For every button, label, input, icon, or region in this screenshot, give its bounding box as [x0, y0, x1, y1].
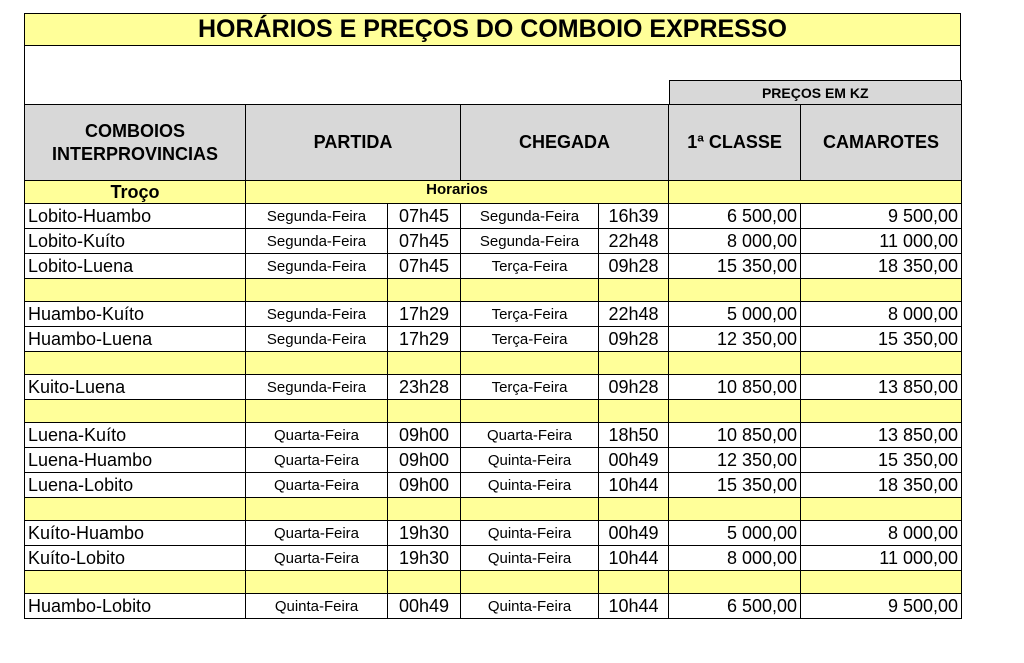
cell-p1: 6 500,00 [669, 594, 801, 619]
table-row [25, 473, 962, 498]
separator-cell [599, 352, 669, 375]
cell-dep-time: 09h00 [388, 423, 461, 448]
separator-cell [801, 352, 962, 375]
cell-dep-time: 09h00 [388, 448, 461, 473]
cell-arr-day: Segunda-Feira [461, 204, 599, 229]
table-row [25, 204, 962, 229]
cell-route: Kuíto-Lobito [25, 546, 246, 571]
schedule-table [24, 104, 962, 619]
header-comboios: COMBOIOS INTERPROVINCIAS [25, 105, 246, 181]
header-partida: PARTIDA [246, 105, 461, 181]
precos-row [24, 80, 961, 104]
separator-cell [25, 400, 246, 423]
separator-cell [388, 498, 461, 521]
cell-arr-time: 09h28 [599, 327, 669, 352]
cell-p1: 12 350,00 [669, 448, 801, 473]
separator-cell [801, 498, 962, 521]
header-camarotes: CAMAROTES [801, 105, 962, 181]
separator-cell [25, 352, 246, 375]
separator-cell [599, 400, 669, 423]
separator-cell [388, 571, 461, 594]
cell-p2: 18 350,00 [801, 473, 962, 498]
page-title: HORÁRIOS E PREÇOS DO COMBOIO EXPRESSO [24, 13, 961, 46]
separator-cell [599, 571, 669, 594]
blank-row [24, 46, 961, 80]
cell-arr-day: Quinta-Feira [461, 521, 599, 546]
separator-cell [25, 498, 246, 521]
cell-arr-time: 10h44 [599, 594, 669, 619]
table-row [25, 302, 962, 327]
separator-cell [246, 352, 388, 375]
separator-row [25, 400, 962, 423]
separator-cell [246, 279, 388, 302]
separator-cell [461, 352, 599, 375]
cell-p2: 13 850,00 [801, 375, 962, 400]
cell-p2: 11 000,00 [801, 546, 962, 571]
header-chegada: CHEGADA [461, 105, 669, 181]
cell-arr-day: Quinta-Feira [461, 546, 599, 571]
separator-cell [801, 400, 962, 423]
cell-route: Kuito-Luena [25, 375, 246, 400]
cell-arr-day: Terça-Feira [461, 327, 599, 352]
cell-p1: 6 500,00 [669, 204, 801, 229]
separator-row [25, 279, 962, 302]
cell-dep-day: Segunda-Feira [246, 204, 388, 229]
table-row [25, 594, 962, 619]
cell-p1: 5 000,00 [669, 302, 801, 327]
cell-arr-time: 09h28 [599, 254, 669, 279]
cell-route: Kuíto-Huambo [25, 521, 246, 546]
cell-p1: 5 000,00 [669, 521, 801, 546]
cell-route: Luena-Kuíto [25, 423, 246, 448]
header-row [25, 105, 962, 181]
cell-dep-time: 17h29 [388, 327, 461, 352]
separator-cell [461, 498, 599, 521]
cell-p1: 10 850,00 [669, 423, 801, 448]
table-row [25, 546, 962, 571]
cell-arr-time: 00h49 [599, 521, 669, 546]
cell-arr-day: Quinta-Feira [461, 473, 599, 498]
subheader-row [25, 181, 962, 204]
cell-dep-time: 17h29 [388, 302, 461, 327]
cell-dep-day: Segunda-Feira [246, 375, 388, 400]
cell-p2: 11 000,00 [801, 229, 962, 254]
separator-cell [669, 279, 801, 302]
cell-p2: 9 500,00 [801, 204, 962, 229]
separator-cell [388, 400, 461, 423]
cell-arr-day: Quinta-Feira [461, 448, 599, 473]
separator-cell [599, 498, 669, 521]
cell-dep-day: Quarta-Feira [246, 521, 388, 546]
cell-p1: 15 350,00 [669, 473, 801, 498]
cell-arr-day: Quarta-Feira [461, 423, 599, 448]
table-row [25, 423, 962, 448]
separator-cell [25, 279, 246, 302]
cell-p2: 18 350,00 [801, 254, 962, 279]
cell-dep-day: Segunda-Feira [246, 229, 388, 254]
cell-arr-time: 10h44 [599, 473, 669, 498]
cell-dep-time: 19h30 [388, 546, 461, 571]
separator-cell [669, 400, 801, 423]
cell-p2: 8 000,00 [801, 521, 962, 546]
cell-route: Luena-Lobito [25, 473, 246, 498]
separator-cell [25, 571, 246, 594]
table-row [25, 448, 962, 473]
separator-cell [461, 279, 599, 302]
cell-route: Lobito-Kuíto [25, 229, 246, 254]
cell-arr-time: 18h50 [599, 423, 669, 448]
separator-cell [461, 571, 599, 594]
table-row [25, 229, 962, 254]
subheader-blank [669, 181, 962, 204]
cell-p1: 15 350,00 [669, 254, 801, 279]
table-row [25, 375, 962, 400]
cell-dep-day: Quinta-Feira [246, 594, 388, 619]
cell-dep-day: Segunda-Feira [246, 327, 388, 352]
cell-arr-time: 10h44 [599, 546, 669, 571]
cell-dep-day: Quarta-Feira [246, 546, 388, 571]
cell-dep-day: Segunda-Feira [246, 254, 388, 279]
cell-route: Lobito-Luena [25, 254, 246, 279]
cell-route: Huambo-Lobito [25, 594, 246, 619]
separator-cell [246, 498, 388, 521]
cell-dep-day: Quarta-Feira [246, 423, 388, 448]
cell-arr-day: Quinta-Feira [461, 594, 599, 619]
table-row [25, 327, 962, 352]
cell-p2: 13 850,00 [801, 423, 962, 448]
cell-arr-day: Terça-Feira [461, 302, 599, 327]
cell-p1: 8 000,00 [669, 546, 801, 571]
cell-route: Lobito-Huambo [25, 204, 246, 229]
separator-row [25, 498, 962, 521]
cell-dep-time: 07h45 [388, 254, 461, 279]
separator-cell [246, 571, 388, 594]
cell-p2: 9 500,00 [801, 594, 962, 619]
cell-p1: 10 850,00 [669, 375, 801, 400]
separator-cell [801, 571, 962, 594]
cell-dep-time: 23h28 [388, 375, 461, 400]
separator-cell [388, 352, 461, 375]
cell-arr-time: 16h39 [599, 204, 669, 229]
cell-dep-day: Segunda-Feira [246, 302, 388, 327]
cell-p2: 8 000,00 [801, 302, 962, 327]
table-row [25, 254, 962, 279]
separator-row [25, 571, 962, 594]
separator-cell [388, 279, 461, 302]
header-1a-classe: 1ª CLASSE [669, 105, 801, 181]
cell-arr-day: Terça-Feira [461, 254, 599, 279]
cell-dep-time: 07h45 [388, 229, 461, 254]
cell-p2: 15 350,00 [801, 327, 962, 352]
cell-arr-time: 22h48 [599, 229, 669, 254]
troco-label: Troço [25, 181, 246, 204]
cell-arr-time: 09h28 [599, 375, 669, 400]
cell-arr-day: Terça-Feira [461, 375, 599, 400]
separator-cell [669, 352, 801, 375]
cell-route: Luena-Huambo [25, 448, 246, 473]
precos-header: PREÇOS EM KZ [669, 80, 962, 104]
cell-arr-time: 22h48 [599, 302, 669, 327]
separator-row [25, 352, 962, 375]
cell-route: Huambo-Luena [25, 327, 246, 352]
table-row [25, 521, 962, 546]
separator-cell [246, 400, 388, 423]
cell-route: Huambo-Kuíto [25, 302, 246, 327]
cell-dep-time: 00h49 [388, 594, 461, 619]
cell-dep-day: Quarta-Feira [246, 448, 388, 473]
cell-arr-day: Segunda-Feira [461, 229, 599, 254]
separator-cell [669, 571, 801, 594]
horarios-label: Horarios [246, 181, 669, 204]
cell-p1: 12 350,00 [669, 327, 801, 352]
separator-cell [599, 279, 669, 302]
cell-p1: 8 000,00 [669, 229, 801, 254]
separator-cell [669, 498, 801, 521]
cell-dep-time: 07h45 [388, 204, 461, 229]
timetable-sheet [24, 13, 961, 619]
cell-p2: 15 350,00 [801, 448, 962, 473]
cell-dep-day: Quarta-Feira [246, 473, 388, 498]
separator-cell [461, 400, 599, 423]
separator-cell [801, 279, 962, 302]
cell-dep-time: 19h30 [388, 521, 461, 546]
cell-dep-time: 09h00 [388, 473, 461, 498]
cell-arr-time: 00h49 [599, 448, 669, 473]
